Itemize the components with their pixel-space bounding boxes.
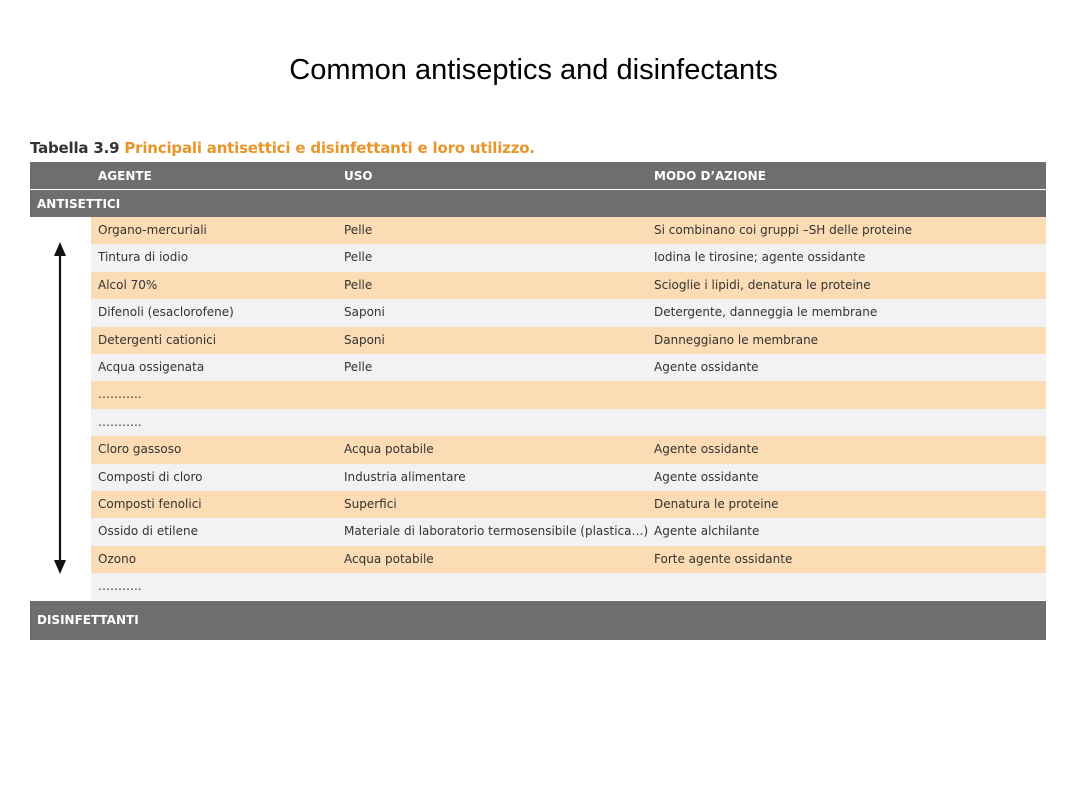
table-row [30, 272, 1046, 299]
cell-uso: Acqua potabile [344, 551, 434, 566]
table-row [30, 436, 1046, 463]
section-disinfettanti [30, 600, 1046, 640]
cell-uso: Saponi [344, 305, 385, 320]
cell-modo-azione: Iodina le tirosine; agente ossidante [654, 250, 866, 265]
cell-agente: ……….. [98, 414, 142, 429]
cell-modo-azione: Scioglie i lipidi, denatura le proteine [654, 277, 871, 292]
cell-uso: Acqua potabile [344, 442, 434, 457]
cell-agente: Detergenti cationici [98, 332, 217, 347]
table-row [30, 217, 1046, 244]
table-row [30, 491, 1046, 518]
cell-uso: Superfici [344, 496, 397, 511]
cell-modo-azione: Agente alchilante [654, 524, 760, 539]
cell-modo-azione: Danneggiano le membrane [654, 332, 819, 347]
cell-agente: Organo-mercuriali [98, 223, 207, 237]
cell-modo-azione: Detergente, danneggia le membrane [654, 305, 878, 320]
cell-uso: Pelle [344, 250, 373, 265]
table-row [30, 518, 1046, 545]
cell-agente: Cloro gassoso [98, 442, 182, 457]
table-header [30, 162, 1046, 189]
caption-label: Tabella 3.9 [30, 139, 120, 157]
table-row [30, 464, 1046, 491]
cell-uso: Pelle [344, 223, 373, 237]
cell-agente: Tintura di iodio [98, 250, 189, 265]
cell-agente: Acqua ossigenata [98, 359, 205, 374]
cell-modo-azione: Denatura le proteine [654, 496, 779, 511]
slide-title: Common antiseptics and disinfectants [289, 54, 778, 86]
cell-agente: Ozono [98, 551, 137, 566]
cell-uso: Industria alimentare [344, 469, 466, 484]
cell-agente: Difenoli (esaclorofene) [98, 305, 234, 320]
header-uso: USO [344, 169, 373, 183]
cell-modo-azione: Agente ossidante [654, 469, 759, 484]
cell-agente: ……….. [98, 387, 142, 402]
double-headed-vertical-arrow-icon [50, 242, 70, 574]
section-antisettici-label: ANTISETTICI [37, 197, 121, 211]
table-row [30, 354, 1046, 381]
table-row [30, 409, 1046, 436]
table-row [30, 299, 1046, 326]
cell-agente: ……….. [98, 579, 142, 594]
cell-agente: Alcol 70% [98, 277, 158, 292]
cell-agente: Composti fenolici [98, 496, 202, 511]
cell-modo-azione: Forte agente ossidante [654, 551, 793, 566]
table-body [30, 217, 1046, 600]
table-row [30, 573, 1046, 600]
antiseptics-table [30, 162, 1046, 640]
cell-modo-azione: Agente ossidante [654, 442, 759, 457]
header-modo-azione: MODO D’AZIONE [654, 169, 766, 183]
table-row [30, 381, 1046, 408]
table-caption [30, 139, 535, 157]
cell-uso: Pelle [344, 359, 373, 374]
cell-uso: Pelle [344, 277, 373, 292]
section-antisettici [30, 189, 1046, 217]
cell-modo-azione: Agente ossidante [654, 359, 759, 374]
cell-agente: Ossido di etilene [98, 524, 198, 539]
cell-agente: Composti di cloro [98, 469, 203, 484]
table-row [30, 244, 1046, 271]
cell-modo-azione: Si combinano coi gruppi –SH delle proteine [654, 223, 913, 237]
table-row [30, 546, 1046, 573]
cell-uso: Materiale di laboratorio termosensibile (plastica…) [344, 524, 649, 539]
cell-uso: Saponi [344, 332, 385, 347]
section-disinfettanti-label: DISINFETTANTI [37, 613, 139, 628]
table-row [30, 327, 1046, 354]
caption-text: Principali antisettici e disinfettanti e loro utilizzo. [124, 139, 535, 157]
header-agente: AGENTE [98, 169, 152, 183]
